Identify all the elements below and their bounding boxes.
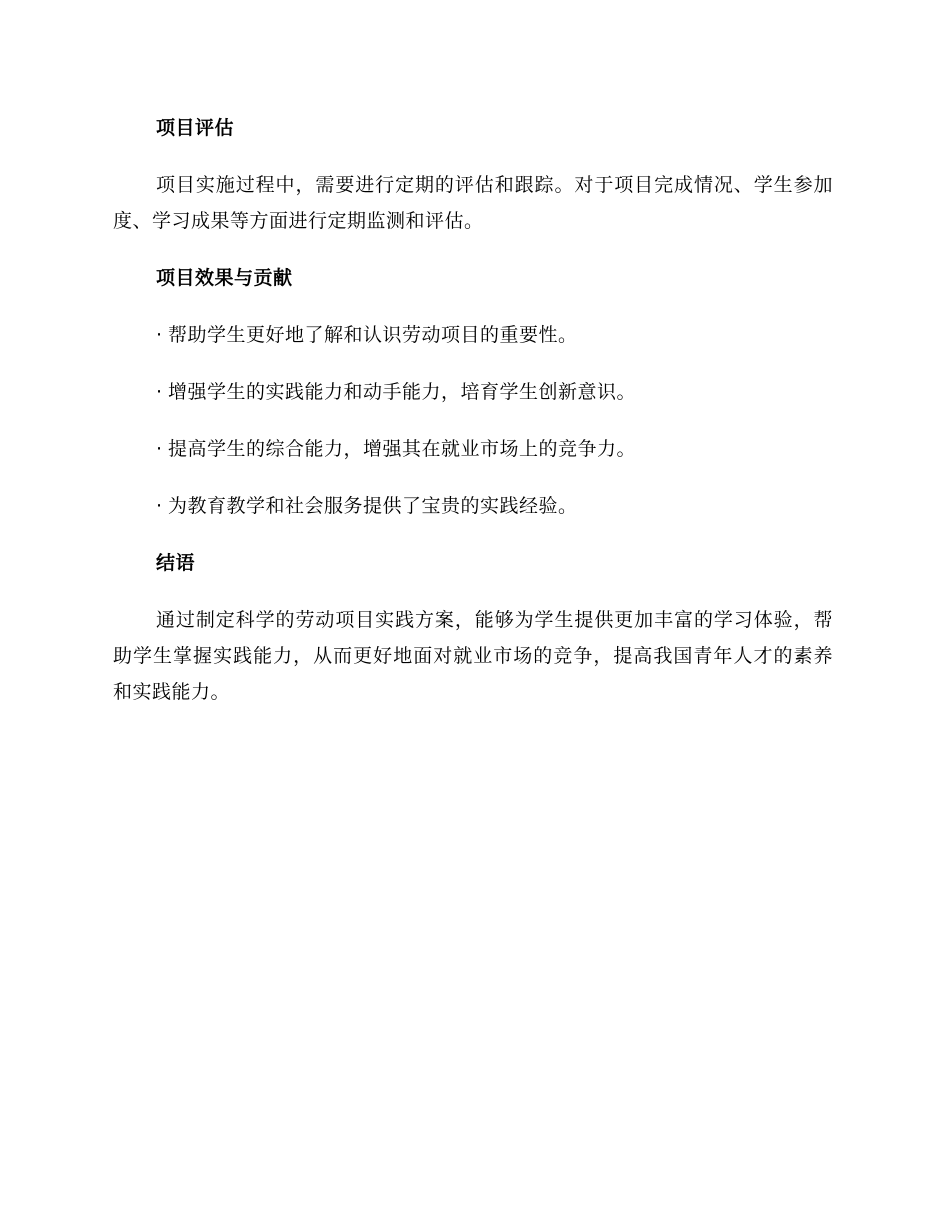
bullet-mark: · (156, 324, 163, 346)
effects-list-item (113, 488, 833, 524)
evaluation-paragraph: 项目实施过程中，需要进行定期的评估和跟踪。对于项目完成情况、学生参加度、学习成果等方面进行定期监测和评估。 (113, 174, 833, 232)
effects-item-text: 为教育教学和社会服务提供了宝贵的实践经验。 (168, 495, 578, 517)
effects-item-text: 帮助学生更好地了解和认识劳动项目的重要性。 (168, 324, 578, 346)
section-heading-conclusion: 结语 (156, 552, 196, 574)
effects-list-item (113, 317, 833, 353)
conclusion-paragraph: 通过制定科学的劳动项目实践方案，能够为学生提供更加丰富的学习体验，帮助学生掌握实践能力，从而更好地面对就业市场的竞争，提高我国青年人才的素养和实践能力。 (113, 609, 833, 703)
bullet-mark: · (156, 438, 163, 460)
effects-item-text: 增强学生的实践能力和动手能力，培育学生创新意识。 (168, 381, 637, 403)
section-heading-evaluation: 项目评估 (156, 117, 235, 139)
bullet-mark: · (156, 495, 163, 517)
effects-item-text: 提高学生的综合能力，增强其在就业市场上的竞争力。 (168, 438, 637, 460)
document-page (113, 110, 833, 731)
bullet-mark: · (156, 381, 163, 403)
section-heading-effects: 项目效果与贡献 (156, 267, 293, 289)
effects-list-item (113, 374, 833, 410)
effects-list-item (113, 431, 833, 467)
